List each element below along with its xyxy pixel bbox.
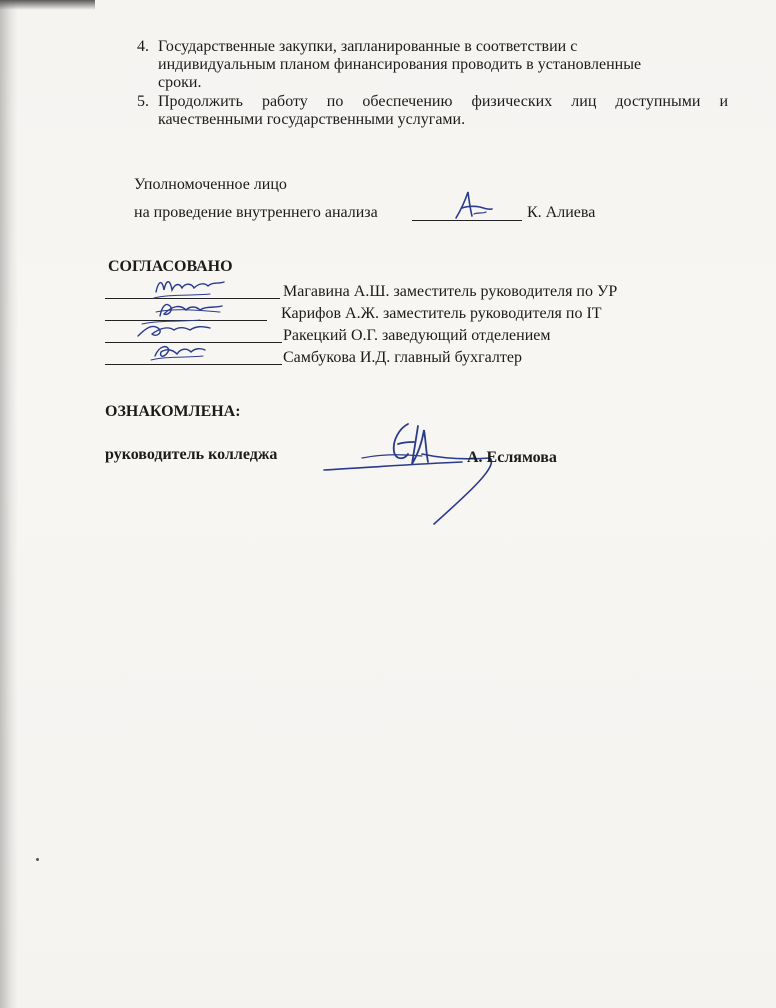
item-4-line-3: сроки.: [158, 74, 202, 91]
scan-corner-shadow: [0, 0, 95, 10]
item-5-line-2: качественными государственными услугами.: [158, 111, 466, 128]
item-5-line-1: Продолжить работу по обеспечению физических лиц доступными и: [158, 93, 728, 110]
authorized-signature: [448, 188, 498, 222]
signer-1-text: Магавина А.Ш. заместитель руководителя по УР: [283, 283, 618, 300]
item-4-line-2: индивидуальным планом финансирования проводить в установленные: [158, 56, 642, 73]
authorized-title-line-1: Уполномоченное лицо: [134, 176, 287, 193]
signer-4-text: Самбукова И.Д. главный бухгалтер: [283, 349, 522, 366]
agreed-heading: СОГЛАСОВАНО: [108, 258, 233, 275]
item-5-number: 5.: [137, 93, 149, 110]
acknowledged-name: А. Еслямова: [467, 449, 557, 466]
authorized-title-line-2: на проведение внутреннего анализа: [134, 204, 378, 221]
director-signature: [322, 418, 512, 528]
acknowledged-role: руководитель колледжа: [105, 446, 278, 463]
signer-2-text: Карифов А.Ж. заместитель руководителя по IT: [281, 305, 602, 322]
authorized-name: К. Алиева: [527, 204, 596, 221]
item-4-line-1: Государственные закупки, запланированные в соответствии с: [158, 38, 578, 55]
scan-edge-shadow: [0, 0, 18, 1008]
item-4-number: 4.: [137, 38, 149, 55]
scan-speck: [36, 858, 39, 861]
acknowledged-heading: ОЗНАКОМЛЕНА:: [105, 403, 241, 420]
signer-4-signature: [145, 336, 225, 366]
signer-3-text: Ракецкий О.Г. заведующий отделением: [283, 327, 551, 344]
